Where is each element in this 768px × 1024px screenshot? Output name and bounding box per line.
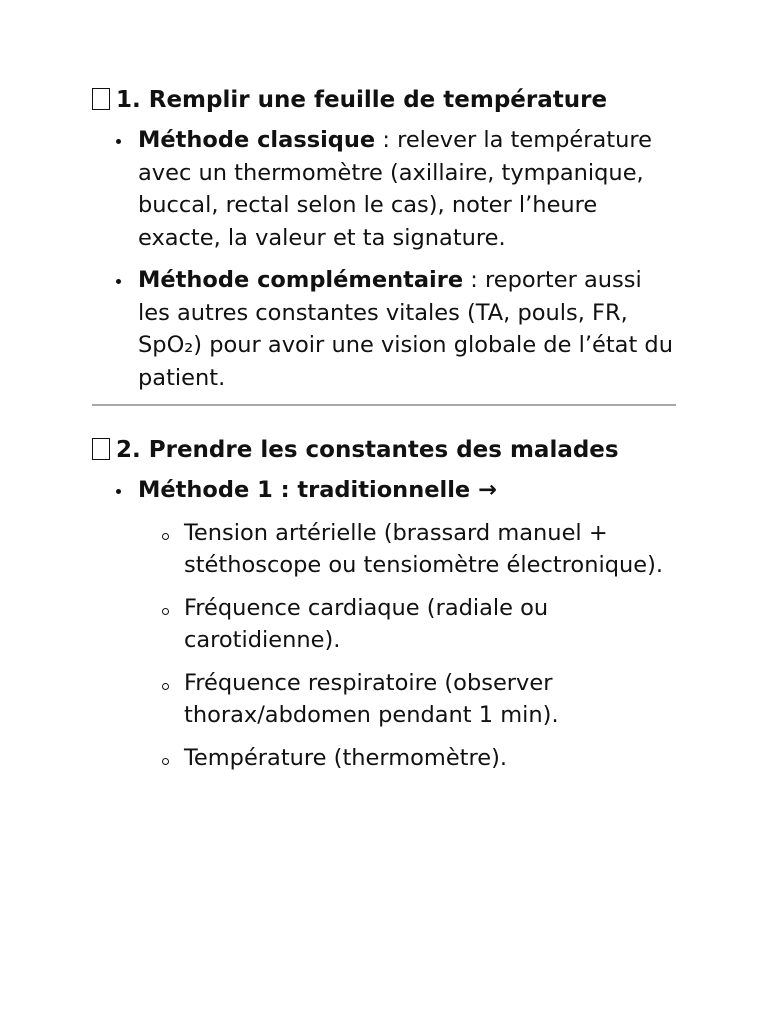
list-item <box>138 474 676 774</box>
section-2-heading <box>92 434 676 466</box>
list-item <box>138 124 676 254</box>
missing-glyph-icon <box>92 88 110 110</box>
section-2-list <box>92 474 676 774</box>
sub-list <box>138 517 676 774</box>
list-item-label: Méthode classique <box>138 127 376 153</box>
list-item-label: Méthode complémentaire <box>138 267 464 293</box>
sub-list-item: Fréquence respiratoire (observer thorax/abdomen pendant 1 min). <box>184 667 676 731</box>
section-1-heading <box>92 84 676 116</box>
list-item <box>138 264 676 394</box>
section-1-list <box>92 124 676 394</box>
section-2-title: 2. Prendre les constantes des malades <box>116 437 619 463</box>
list-item-label: Méthode 1 : traditionnelle → <box>138 477 497 503</box>
list-item-text: : reporter aussi les autres constantes vitales (TA, pouls, FR, SpO₂) pour avoir une vision globale de l’état du patient. <box>138 267 673 391</box>
list-item-text: : relever la température avec un thermomètre (axillaire, tympanique, buccal, rectal selon le cas), noter l’heure exacte, la valeur et ta signature. <box>138 127 652 251</box>
section-1-title: 1. Remplir une feuille de température <box>116 87 608 113</box>
sub-list-item: Température (thermomètre). <box>184 742 676 774</box>
section-divider <box>92 404 676 406</box>
missing-glyph-icon <box>92 438 110 460</box>
sub-list-item: Fréquence cardiaque (radiale ou carotidienne). <box>184 592 676 656</box>
sub-list-item: Tension artérielle (brassard manuel + stéthoscope ou tensiomètre électronique). <box>184 517 676 581</box>
